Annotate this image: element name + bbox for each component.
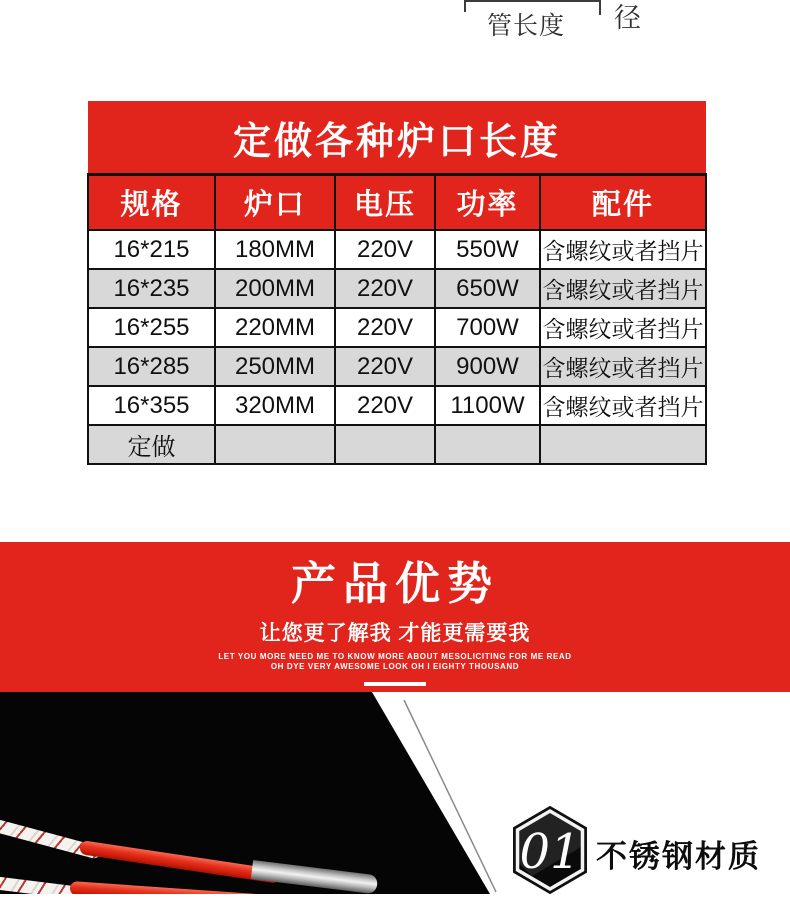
spec-cell: 含螺纹或者挡片 <box>540 230 706 269</box>
dimension-tick-left <box>464 0 466 12</box>
spec-cell: 220V <box>335 230 435 269</box>
column-header-voltage: 电压 <box>335 175 435 231</box>
spec-cell: 16*255 <box>88 308 215 347</box>
spec-cell: 含螺纹或者挡片 <box>540 308 706 347</box>
spec-cell: 220MM <box>215 308 335 347</box>
spec-cell: 320MM <box>215 386 335 425</box>
column-header-power: 功率 <box>435 175 540 231</box>
spec-cell: 16*355 <box>88 386 215 425</box>
spec-cell: 含螺纹或者挡片 <box>540 269 706 308</box>
spec-cell <box>435 425 540 464</box>
table-row <box>88 230 706 269</box>
spec-cell: 含螺纹或者挡片 <box>540 386 706 425</box>
diameter-label: 径 <box>614 3 641 33</box>
spec-cell: 定做 <box>88 425 215 464</box>
spec-cell: 16*285 <box>88 347 215 386</box>
table-row <box>88 347 706 386</box>
tube-length-label: 管长度 <box>487 12 566 40</box>
dimension-line <box>464 0 601 2</box>
spec-cell: 16*215 <box>88 230 215 269</box>
spec-cell <box>215 425 335 464</box>
banner-tagline-line2: OH DYE VERY AWESOME LOOK OH I EIGHTY THOUSAND <box>270 662 520 671</box>
feature-number-badge <box>512 806 588 894</box>
table-title: 定做各种炉口长度 <box>88 101 706 175</box>
feature-number: 01 <box>519 824 581 880</box>
spec-cell: 220V <box>335 308 435 347</box>
advantage-banner <box>0 542 790 692</box>
table-row <box>88 425 706 464</box>
table-row <box>88 386 706 425</box>
column-header-accessories: 配件 <box>540 175 706 231</box>
feature-label: 不锈钢材质 <box>596 839 761 874</box>
column-header-furnace-mouth: 炉口 <box>215 175 335 231</box>
spec-cell: 180MM <box>215 230 335 269</box>
spec-cell: 220V <box>335 347 435 386</box>
dimension-tick-right <box>599 0 601 15</box>
spec-cell: 250MM <box>215 347 335 386</box>
table-title-row <box>88 101 706 175</box>
spec-cell: 含螺纹或者挡片 <box>540 347 706 386</box>
banner-title: 产品优势 <box>290 558 499 609</box>
column-header-spec: 规格 <box>88 175 215 231</box>
spec-cell <box>335 425 435 464</box>
stainless-heater-tube <box>251 860 378 894</box>
spec-cell: 650W <box>435 269 540 308</box>
spec-cell <box>540 425 706 464</box>
table-row <box>88 269 706 308</box>
banner-subtitle: 让您更了解我 才能更需要我 <box>259 622 531 645</box>
red-sleeve-lower <box>70 881 278 909</box>
banner-tagline-line1: LET YOU MORE NEED ME TO KNOW MORE ABOUT MESOLICITING FOR ME READ <box>218 652 572 661</box>
spec-table <box>87 101 707 465</box>
spec-cell: 550W <box>435 230 540 269</box>
spec-cell: 1100W <box>435 386 540 425</box>
table-row <box>88 308 706 347</box>
table-header-row <box>88 175 706 231</box>
spec-cell: 900W <box>435 347 540 386</box>
spec-cell: 200MM <box>215 269 335 308</box>
spec-cell: 16*235 <box>88 269 215 308</box>
spec-cell: 700W <box>435 308 540 347</box>
spec-cell: 220V <box>335 386 435 425</box>
banner-divider <box>364 682 426 686</box>
spec-cell: 220V <box>335 269 435 308</box>
